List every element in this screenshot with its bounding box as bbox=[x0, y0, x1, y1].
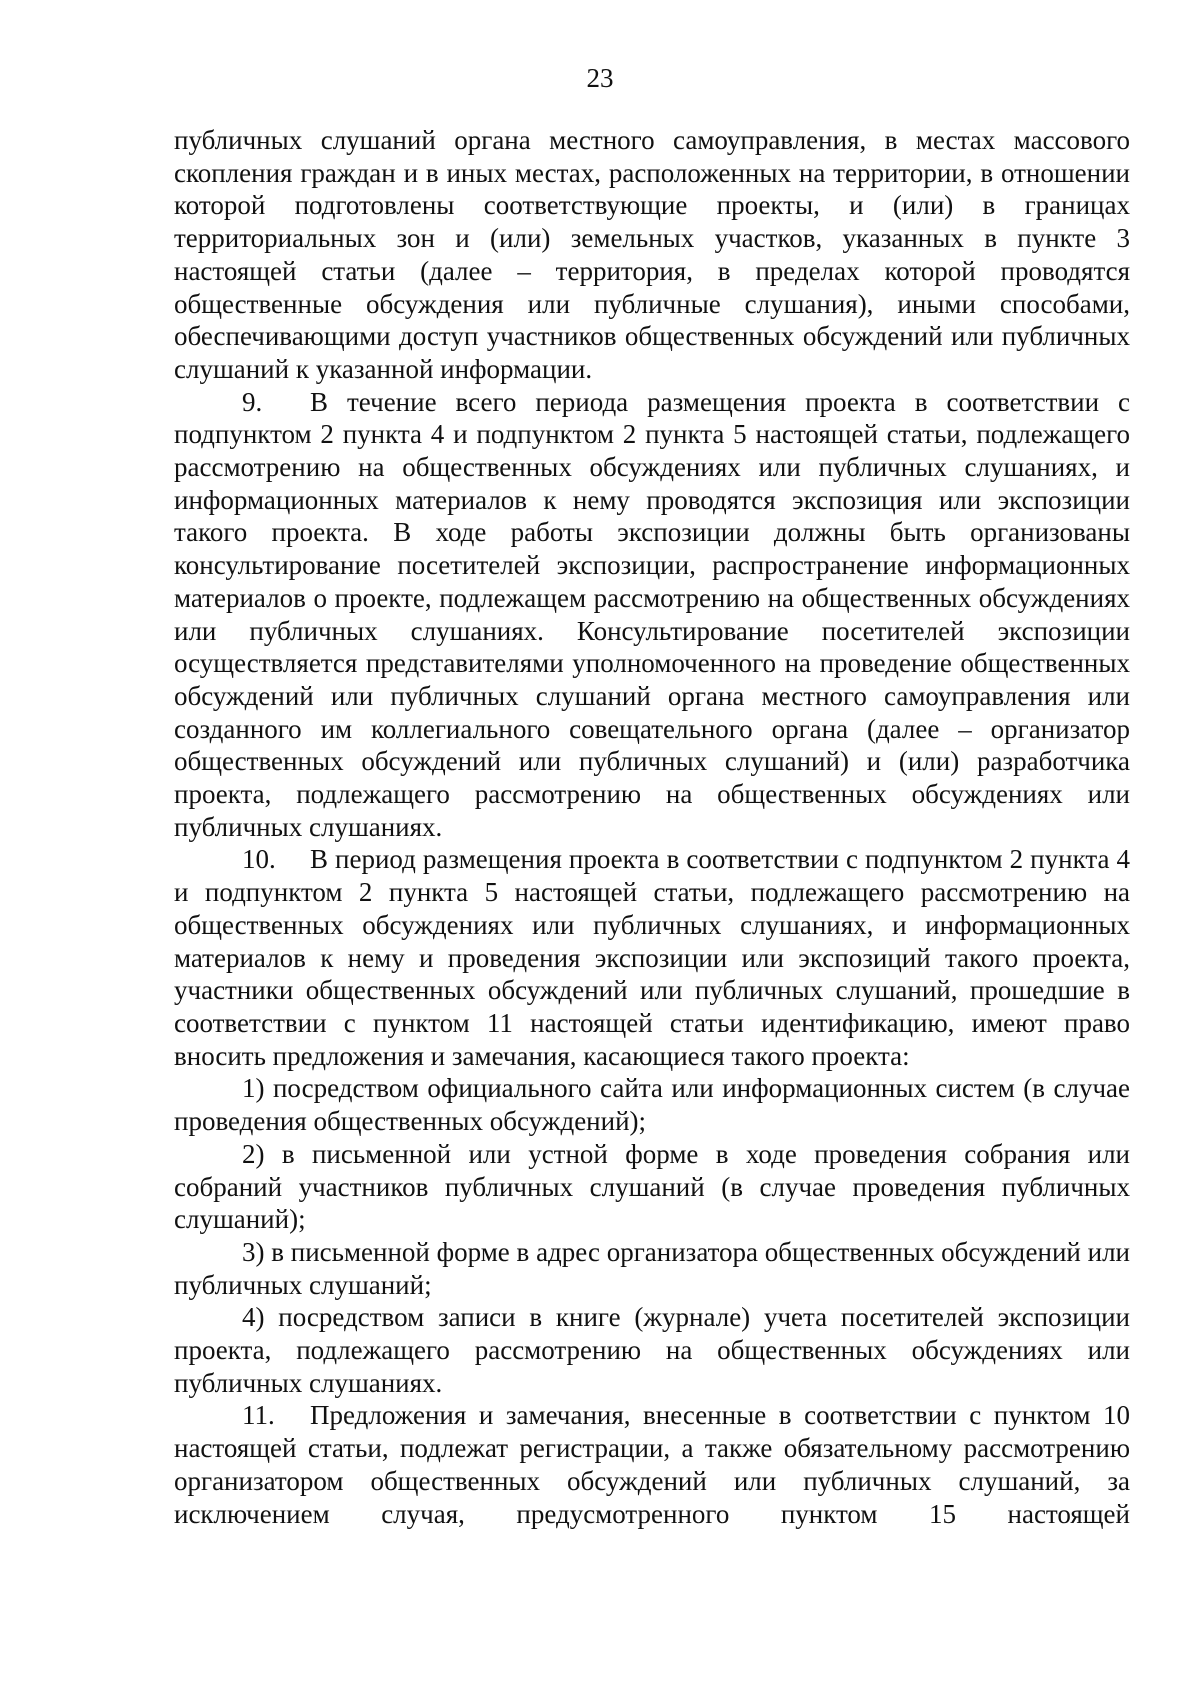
list-item-1 bbox=[174, 1072, 1130, 1137]
paragraph-number: 10. bbox=[242, 844, 276, 875]
list-item-3 bbox=[174, 1236, 1130, 1301]
paragraph-number: 11. bbox=[242, 1400, 275, 1431]
paragraph-9 bbox=[174, 386, 1130, 844]
paragraph-text: публичных слушаний органа местного самоуправления, в местах массового скопления граждан и в иных местах, расположенных на территории, в отношении которой подготовлены соответствующие проекты, и (или) в границах территориальных зон и (или) земельных участков, указанных в пункте 3 настоящей статьи (далее – территория, в пределах которой проводятся общественные обсуждения или публичные слушания), иными способами, обеспечивающими доступ участников общественных обсуждений или публичных слушаний к указанной информации. bbox=[174, 125, 1130, 384]
list-item-text: 4) посредством записи в книге (журнале) учета посетителей экспозиции проекта, подлежащего рассмотрению на общественных обсуждениях или публичных слушаниях. bbox=[174, 1302, 1130, 1398]
document-body bbox=[174, 124, 1130, 1530]
paragraph-11 bbox=[174, 1399, 1130, 1530]
list-item-2 bbox=[174, 1138, 1130, 1236]
paragraph-10 bbox=[174, 843, 1130, 1072]
list-item-text: 3) в письменной форме в адрес организатора общественных обсуждений или публичных слушаний; bbox=[174, 1236, 1130, 1300]
page-number: 23 bbox=[586, 63, 614, 93]
paragraph-number: 9. bbox=[242, 386, 263, 417]
list-item-text: 2) в письменной или устной форме в ходе проведения собрания или собраний участников публичных слушаний (в случае проведения публичных слушаний); bbox=[174, 1138, 1130, 1235]
paragraph-text: Предложения и замечания, внесенные в соответствии с пунктом 10 настоящей статьи, подлежат регистрации, а также обязательному рассмотрению организатором общественных обсуждений или публичных слушаний, за исключением случая, предусмотренного пунктом 15 настоящей bbox=[174, 1400, 1130, 1529]
paragraph-continuation bbox=[174, 124, 1130, 386]
list-item-text: 1) посредством официального сайта или информационных систем (в случае проведения общественных обсуждений); bbox=[174, 1073, 1130, 1137]
paragraph-text: В течение всего периода размещения проекта в соответствии с подпунктом 2 пункта 4 и подпунктом 2 пункта 5 настоящей статьи, подлежащего рассмотрению на общественных обсуждениях или публичных слушаниях, и информационных материалов к нему проводятся экспозиция или экспозиции такого проекта. В ходе работы экспозиции должны быть организованы консультирование посетителей экспозиции, распространение информационных материалов о проекте, подлежащем рассмотрению на общественных обсуждениях или публичных слушаниях. Консультирование посетителей экспозиции осуществляется представителями уполномоченного на проведение общественных обсуждений или публичных слушаний органа местного самоуправления или созданного им коллегиального совещательного органа (далее – организатор общественных обсуждений или публичных слушаний) и (или) разработчика проекта, подлежащего рассмотрению на общественных обсуждениях или публичных слушаниях. bbox=[174, 386, 1130, 842]
paragraph-text: В период размещения проекта в соответствии с подпунктом 2 пункта 4 и подпунктом 2 пункта 5 настоящей статьи, подлежащего рассмотрению на общественных обсуждениях или публичных слушаниях, и информационных материалов к нему и проведения экспозиции или экспозиций такого проекта, участники общественных обсуждений или публичных слушаний, прошедшие в соответствии с пунктом 11 настоящей статьи идентификацию, имеют право вносить предложения и замечания, касающиеся такого проекта: bbox=[174, 844, 1130, 1071]
list-item-4 bbox=[174, 1301, 1130, 1399]
